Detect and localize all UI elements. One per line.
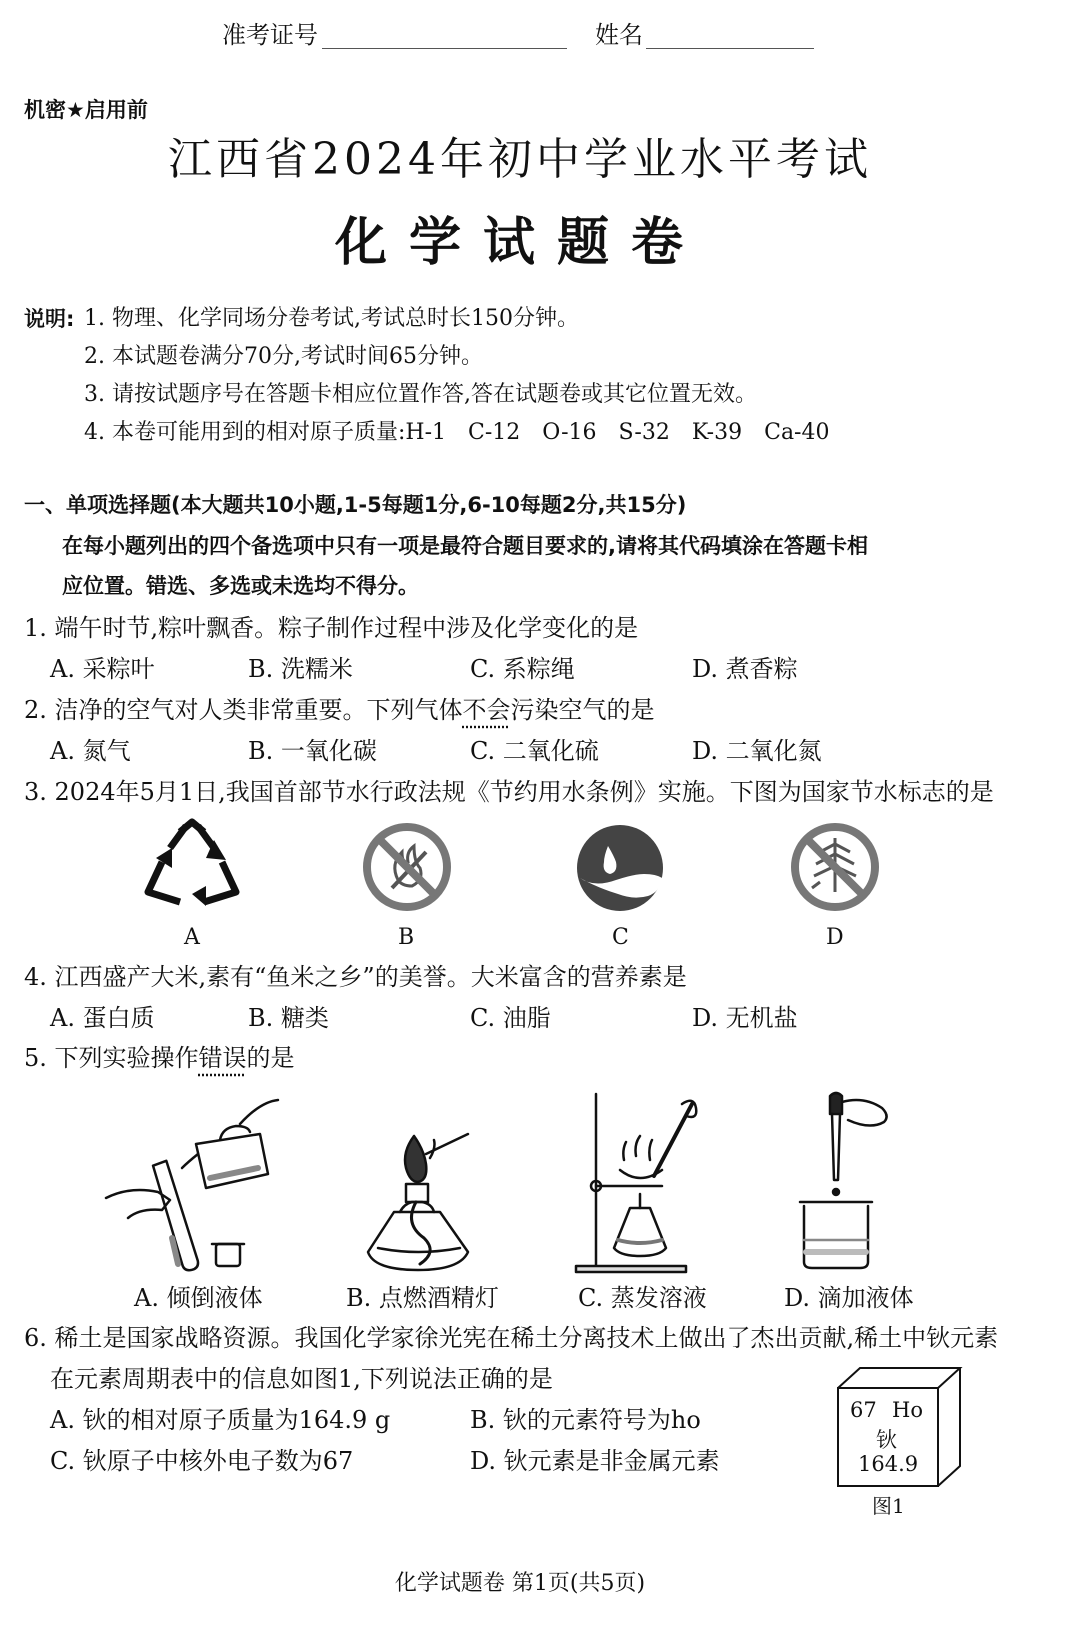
q3-option-a[interactable]: A — [184, 925, 200, 950]
q5-option-b[interactable]: B. 点燃酒精灯 — [346, 1284, 499, 1312]
q6-stem-line1: 6. 稀土是国家战略资源。我国化学家徐光宪在稀土分离技术上做出了杰出贡献,稀土中钬元素 — [24, 1324, 999, 1352]
q1-option-d[interactable]: D. 煮香粽 — [692, 655, 798, 683]
q2-stem: 2. 洁净的空气对人类非常重要。下列气体不会污染空气的是 — [24, 696, 655, 724]
q5-stem: 5. 下列实验操作错误的是 — [24, 1044, 295, 1072]
paper-subtitle: 化学试题卷 — [334, 213, 705, 273]
q1-option-c[interactable]: C. 系粽绳 — [470, 655, 575, 683]
q6-stem-line2: 在元素周期表中的信息如图1,下列说法正确的是 — [50, 1365, 553, 1393]
confidential-mark: 机密★启用前 — [24, 98, 148, 122]
atomic-mass: 164.9 — [858, 1452, 919, 1476]
q1-option-b[interactable]: B. 洗糯米 — [248, 655, 353, 683]
q5-emphasis: 错误 — [198, 1044, 247, 1072]
no-logging-icon[interactable] — [790, 822, 880, 912]
q6-option-b[interactable]: B. 钬的元素符号为ho — [470, 1406, 701, 1434]
page-footer: 化学试题卷 第1页(共5页) — [394, 1571, 646, 1596]
instruction-item-2: 2. 本试题卷满分70分,考试时间65分钟。 — [84, 344, 483, 369]
q2-option-a[interactable]: A. 氮气 — [50, 737, 131, 765]
q3-stem: 3. 2024年5月1日,我国首部节水行政法规《节约用水条例》实施。下图为国家节水标志的是 — [24, 778, 994, 806]
instruction-item-1: 1. 物理、化学同场分卷考试,考试总时长150分钟。 — [84, 306, 579, 331]
q3-option-c[interactable]: C — [612, 925, 629, 950]
q3-option-b[interactable]: B — [398, 925, 415, 950]
q4-option-d[interactable]: D. 无机盐 — [692, 1004, 798, 1032]
name-label: 姓名 — [595, 21, 643, 49]
section-heading: 一、单项选择题(本大题共10小题,1-5每题1分,6-10每题2分,共15分) — [24, 493, 687, 517]
q1-option-a[interactable]: A. 采粽叶 — [50, 655, 155, 683]
q4-stem: 4. 江西盛产大米,素有“鱼米之乡”的美誉。大米富含的营养素是 — [24, 963, 687, 991]
exam-id-field[interactable] — [322, 48, 567, 49]
instruction-item-4: 4. 本卷可能用到的相对原子质量:H-1 C-12 O-16 S-32 K-39 Ca-40 — [84, 420, 830, 445]
element-name: 钬 — [876, 1428, 897, 1452]
name-field[interactable] — [646, 48, 814, 49]
q5-option-a[interactable]: A. 倾倒液体 — [134, 1284, 263, 1312]
instructions-label: 说明: — [24, 307, 75, 331]
instruction-item-3: 3. 请按试题序号在答题卡相应位置作答,答在试题卷或其它位置无效。 — [84, 382, 757, 407]
q2-emphasis: 不会 — [462, 696, 511, 724]
q2-option-d[interactable]: D. 二氧化氮 — [692, 737, 822, 765]
q3-option-d[interactable]: D — [826, 925, 844, 950]
recycle-icon[interactable] — [142, 818, 242, 910]
section-desc-line2: 应位置。错选、多选或未选均不得分。 — [62, 574, 419, 598]
evaporation-setup-illustration — [570, 1090, 710, 1275]
exam-title: 江西省2024年初中学业水平考试 — [168, 134, 872, 185]
exam-id-label: 准考证号 — [222, 21, 318, 49]
section-desc-line1: 在每小题列出的四个备选项中只有一项是最符合题目要求的,请将其代码填涂在答题卡相 — [62, 534, 868, 558]
q2-option-c[interactable]: C. 二氧化硫 — [470, 737, 599, 765]
q4-option-c[interactable]: C. 油脂 — [470, 1004, 551, 1032]
atomic-number: 67 — [850, 1398, 877, 1422]
q1-stem: 1. 端午时节,粽叶飘香。粽子制作过程中涉及化学变化的是 — [24, 614, 639, 642]
q5-option-c[interactable]: C. 蒸发溶液 — [578, 1284, 707, 1312]
dropper-illustration — [794, 1090, 894, 1275]
q6-option-c[interactable]: C. 钬原子中核外电子数为67 — [50, 1447, 354, 1475]
element-symbol: Ho — [892, 1398, 923, 1422]
q2-option-b[interactable]: B. 一氧化碳 — [248, 737, 377, 765]
no-fire-icon[interactable] — [362, 822, 452, 912]
q6-option-d[interactable]: D. 钬元素是非金属元素 — [470, 1447, 720, 1475]
alcohol-lamp-illustration — [364, 1128, 474, 1278]
q4-option-b[interactable]: B. 糖类 — [248, 1004, 329, 1032]
figure-caption: 图1 — [872, 1494, 905, 1518]
q5-option-d[interactable]: D. 滴加液体 — [784, 1284, 914, 1312]
water-saving-icon[interactable] — [574, 822, 666, 914]
q4-option-a[interactable]: A. 蛋白质 — [50, 1004, 155, 1032]
pouring-liquid-illustration — [100, 1088, 290, 1278]
q6-option-a[interactable]: A. 钬的相对原子质量为164.9 g — [50, 1406, 391, 1434]
